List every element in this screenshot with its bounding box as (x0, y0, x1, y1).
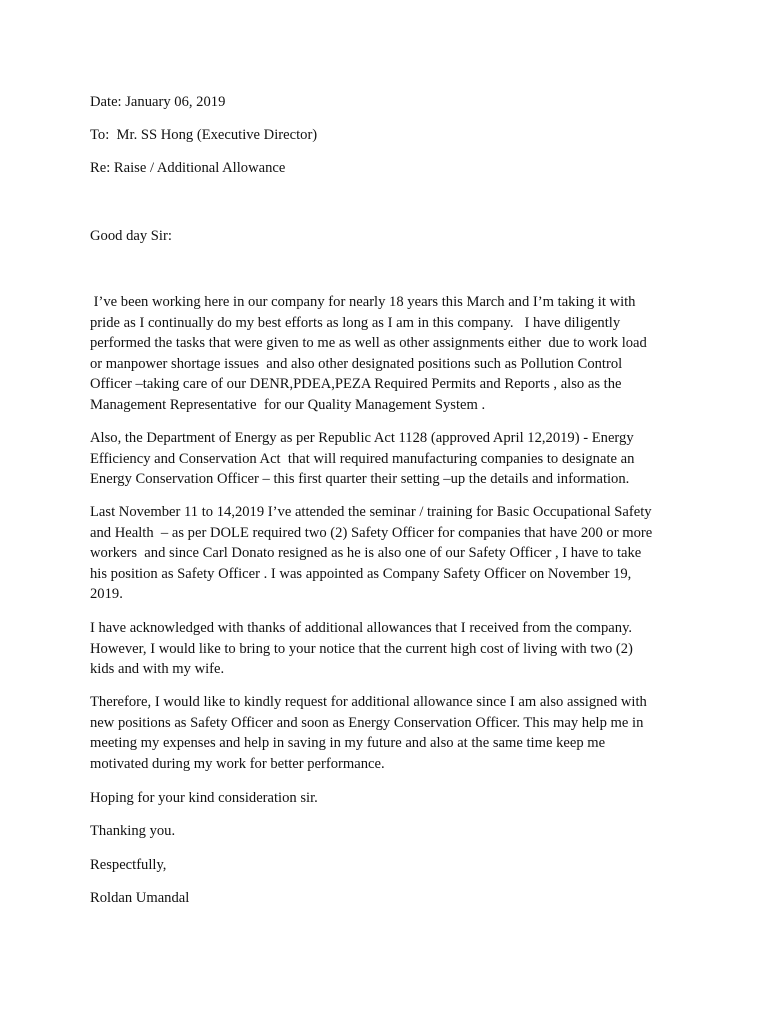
body-paragraph-3 (90, 502, 670, 605)
body-paragraph-5 (90, 692, 670, 774)
body-line: I have acknowledged with thanks of additional allowances that I received from the company. (90, 620, 633, 636)
body-line: Efficiency and Conservation Act that will required manufacturing companies to designate an (90, 450, 635, 467)
signature-name: Roldan Umandal (90, 890, 190, 906)
closing-hope: Hoping for your kind consideration sir. (90, 790, 318, 806)
body-line: and Health – as per DOLE required two (2) Safety Officer for companies that have 200 or more (90, 524, 653, 541)
body-paragraph-2 (90, 428, 670, 490)
closing-respectfully: Respectfully, (90, 857, 167, 873)
subject-line: Re: Raise / Additional Allowance (90, 160, 286, 176)
body-line: Also, the Department of Energy as per Republic Act 1128 (approved April 12,2019) - Energy (90, 430, 634, 446)
body-line: motivated during my work for better performance. (90, 755, 385, 772)
body-line: Management Representative for our Quality Management System . (90, 396, 486, 413)
body-line: kids and with my wife. (90, 661, 225, 677)
body-line: workers and since Carl Donato resigned as he is also one of our Safety Officer , I have to take (90, 545, 642, 561)
body-line: Last November 11 to 14,2019 I’ve attended the seminar / training for Basic Occupational Safety (90, 504, 652, 520)
body-line: However, I would like to bring to your notice that the current high cost of living with two (2) (90, 640, 633, 657)
body-line: Therefore, I would like to kindly request for additional allowance since I am also assigned with (90, 694, 647, 710)
body-line: his position as Safety Officer . I was appointed as Company Safety Officer on November 19, (90, 565, 632, 582)
salutation: Good day Sir: (90, 228, 172, 244)
body-line: pride as I continually do my best efforts as long as I am in this company. I have diligently (90, 314, 621, 331)
body-paragraph-1 (90, 292, 670, 415)
body-line: new positions as Safety Officer and soon as Energy Conservation Officer. This may help me in (90, 714, 644, 731)
body-line: performed the tasks that were given to me as well as other assignments either due to work load (90, 335, 647, 351)
closing-thanks: Thanking you. (90, 823, 176, 839)
body-line: meeting my expenses and help in saving in my future and also at the same time keep me (90, 735, 606, 751)
recipient-line: To: Mr. SS Hong (Executive Director) (90, 127, 318, 143)
body-line: or manpower shortage issues and also other designated positions such as Pollution Control (90, 355, 623, 372)
body-line: Officer –taking care of our DENR,PDEA,PEZA Required Permits and Reports , also as the (90, 376, 622, 392)
body-paragraph-4 (90, 618, 670, 680)
body-line: 2019. (90, 586, 123, 602)
date-line: Date: January 06, 2019 (90, 94, 226, 110)
body-line: Energy Conservation Officer – this first quarter their setting –up the details and information. (90, 471, 630, 487)
body-line: I’ve been working here in our company for nearly 18 years this March and I’m taking it with (90, 294, 636, 310)
